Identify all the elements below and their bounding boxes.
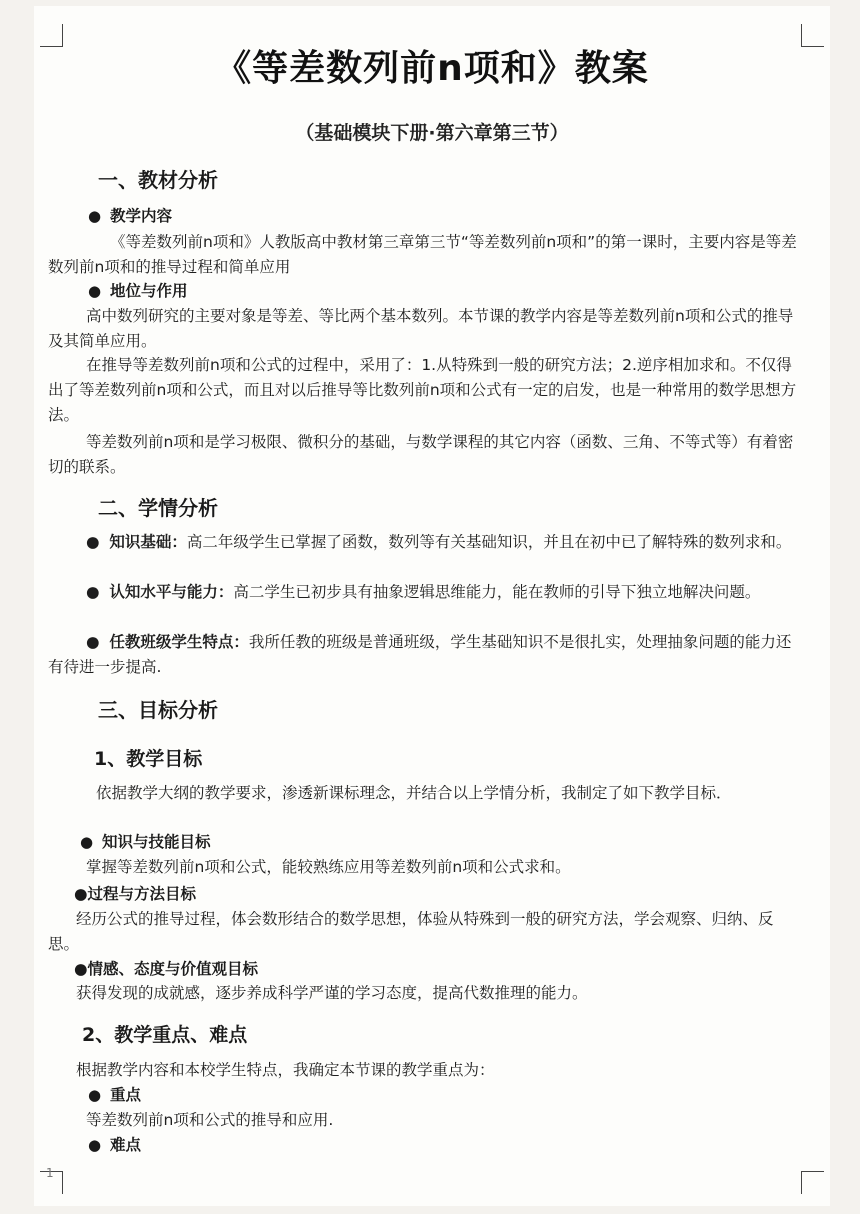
bullet-dot-icon: ● bbox=[86, 633, 100, 651]
bullet-dot-icon: ● bbox=[88, 207, 102, 225]
item-label: 任教班级学生特点： bbox=[109, 633, 249, 651]
bullet-difficult-point bbox=[88, 1133, 141, 1155]
paragraph-position-1: 高中数列研究的主要对象是等差、等比两个基本数列。本节课的教学内容是等差数列前n项和公式的推导及其简单应用。 bbox=[48, 307, 794, 350]
subheading-teaching-goals: 1、教学目标 bbox=[94, 748, 203, 770]
paragraph-knowledge-basis bbox=[48, 530, 804, 555]
paragraph-emotion-attitude-goal: 获得发现的成就感，逐步养成科学严谨的学习态度，提高代数推理的能力。 bbox=[76, 984, 588, 1002]
bullet-label: 难点 bbox=[110, 1136, 142, 1154]
document-subtitle: （基础模块下册·第六章第三节） bbox=[295, 122, 569, 144]
subheading-key-difficult-points: 2、教学重点、难点 bbox=[82, 1024, 248, 1046]
bullet-position-role bbox=[88, 279, 188, 301]
bullet-knowledge-skill-goal bbox=[80, 830, 211, 852]
paragraph-teaching-content: 《等差数列前n项和》人教版高中教材第三章第三节“等差数列前n项和”的第一课时，主要内容是等差数列前n项和的推导过程和简单应用 bbox=[48, 233, 797, 276]
bullet-dot-icon: ● bbox=[88, 282, 102, 300]
paragraph-position-2: 在推导等差数列前n项和公式的过程中，采用了：1.从特殊到一般的研究方法；2.逆序相加求和。不仅得出了等差数列前n项和公式，而且对以后推导等比数列前n项和公式有一定的启发，也是一种常用的数学思想方法。 bbox=[48, 356, 797, 424]
section-heading-student-analysis: 二、学情分析 bbox=[98, 496, 218, 520]
bullet-dot-icon: ● bbox=[80, 833, 94, 851]
item-label: 认知水平与能力： bbox=[109, 583, 234, 601]
paragraph-goals-intro: 依据教学大纲的教学要求，渗透新课标理念，并结合以上学情分析，我制定了如下教学目标． bbox=[96, 784, 732, 802]
item-text: 高二年级学生已掌握了函数，数列等有关基础知识，并且在初中已了解特殊的数列求和。 bbox=[186, 533, 792, 551]
bullet-dot-icon: ● bbox=[88, 1136, 102, 1154]
bullet-process-method-goal: ●过程与方法目标 bbox=[74, 885, 197, 903]
paragraph-cognitive-level bbox=[48, 580, 804, 605]
bullet-dot-icon: ● bbox=[88, 1086, 102, 1104]
bullet-dot-icon: ● bbox=[86, 583, 100, 601]
section-heading-goal-analysis: 三、目标分析 bbox=[98, 698, 218, 722]
paragraph-class-traits bbox=[48, 630, 804, 680]
bullet-teaching-content bbox=[88, 204, 172, 226]
bullet-dot-icon: ● bbox=[86, 533, 100, 551]
paragraph-key-point: 等差数列前n项和公式的推导和应用. bbox=[86, 1111, 334, 1129]
item-text: 我所任教的班级是普通班级，学生基础知识不是很扎实，处理抽象问题的能力还有待进一步提高. bbox=[48, 633, 792, 676]
crop-mark-bottom-right bbox=[801, 1171, 824, 1194]
bullet-label: 知识与技能目标 bbox=[102, 833, 211, 851]
paragraph-position-3: 等差数列前n项和是学习极限、微积分的基础，与数学课程的其它内容（函数、三角、不等式等）有着密切的联系。 bbox=[48, 433, 794, 476]
bullet-key-point bbox=[88, 1083, 141, 1105]
paragraph-knowledge-skill-goal: 掌握等差数列前n项和公式，能较熟练应用等差数列前n项和公式求和。 bbox=[86, 858, 571, 876]
paragraph-process-method-goal: 经历公式的推导过程，体会数形结合的数学思想，体验从特殊到一般的研究方法，学会观察、归纳、反思。 bbox=[48, 910, 774, 953]
item-label: 知识基础： bbox=[109, 533, 187, 551]
bullet-label: 地位与作用 bbox=[110, 282, 188, 300]
bullet-label: 重点 bbox=[110, 1086, 142, 1104]
document-title: 《等差数列前n项和》教案 bbox=[215, 48, 649, 89]
document-page bbox=[34, 6, 830, 1206]
bullet-emotion-attitude-goal: ●情感、态度与价值观目标 bbox=[74, 960, 259, 978]
page-number: 1 bbox=[46, 1166, 54, 1180]
section-heading-textbook-analysis: 一、教材分析 bbox=[98, 168, 218, 192]
item-text: 高二学生已初步具有抽象逻辑思维能力，能在教师的引导下独立地解决问题。 bbox=[233, 583, 761, 601]
paragraph-key-points-intro: 根据教学内容和本校学生特点，我确定本节课的教学重点为： bbox=[76, 1061, 495, 1079]
bullet-label: 教学内容 bbox=[110, 207, 173, 225]
